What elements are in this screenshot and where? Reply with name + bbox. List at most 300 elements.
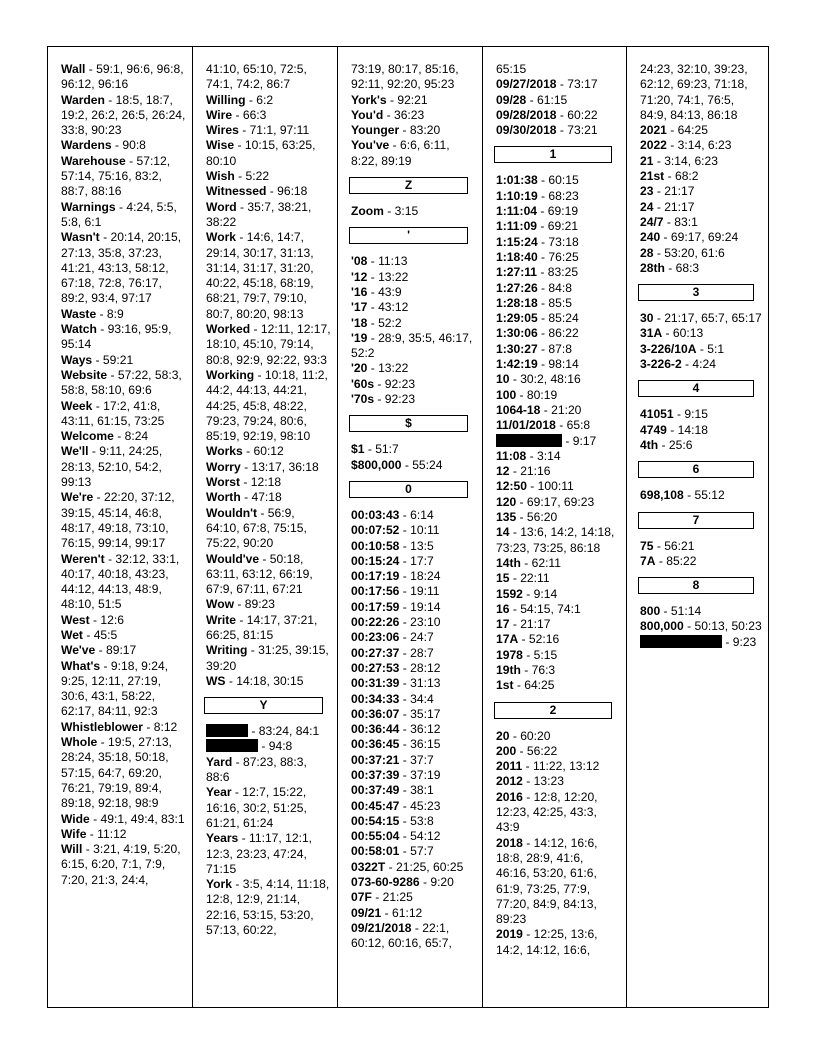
entry-refs: - 35:7, 38:21, 38:22 [206,199,312,229]
index-entry [351,829,476,844]
index-entry [61,200,186,231]
entry-refs: - 51:14 [660,604,702,619]
index-entry [351,814,476,829]
entry-term: Wardens [61,138,112,153]
entry-term: 21 [640,153,654,168]
entry-term: 11:08 [496,448,527,463]
entry-term: 2022 [640,138,667,153]
entry-term: Writing [206,643,248,658]
index-entry [496,648,620,663]
entry-refs: - 54:15, 74:1 [509,601,581,616]
entry-term: 1st [496,678,514,693]
index-entry [206,552,331,598]
entry-term: 09/27/2018 [496,77,557,92]
entry-refs: - 12:6 [89,612,124,627]
index-entry [496,464,620,479]
entry-refs: - 65:8 [555,418,591,433]
section-header: 4 [638,380,754,397]
index-entry [206,460,331,475]
entry-refs: - 83:20 [399,123,441,138]
entry-term: 2011 [496,759,523,774]
entry-refs: - 56:9, 64:10, 67:8, 75:15, 75:22, 90:20 [206,505,307,551]
entry-refs: 24:23, 32:10, 39:23, 62:12, 69:23, 71:18, 71:20, 74:1, 76:5, 84:9, 84:13, 86:18 [640,62,748,122]
entry-term: 7A [640,553,656,568]
entry-refs: - 56:22 [516,743,558,758]
entry-refs: - 59:21 [92,352,134,367]
entry-term: Warehouse [61,153,126,168]
entry-refs: - 100:11 [526,479,574,494]
entry-refs: - 60:13 [662,326,704,341]
entry-refs: - 6:14 [399,507,434,522]
entry-term: 1:30:27 [496,341,538,356]
entry-term: 09/21/2018 [351,920,412,935]
entry-refs: - 85:22 [655,553,697,568]
entry-term: Worth [206,490,241,505]
index-entry [351,458,476,473]
entry-refs: - 30:2, 48:16 [509,372,581,387]
entry-term: 00:31:39 [351,676,400,691]
entry-term: 00:23:06 [351,630,400,645]
entry-term: Wasn't [61,230,100,245]
index-entry [61,735,186,811]
index-entry [206,93,331,108]
entry-term: 200 [496,743,517,758]
index-entry [496,434,620,449]
index-entry [496,790,620,836]
index-entry [496,927,620,958]
entry-refs: - 14:12, 16:6, 18:8, 28:9, 41:6, 46:16, 53:20, 61:6, 61:9, 73:25, 77:9, 77:20, 84:9, 84:13, 89:23 [496,835,598,927]
index-entry [496,587,620,602]
index-entry [61,62,186,93]
index-entry [496,759,620,774]
index-entry [640,246,762,261]
entry-term: 2012 [496,774,523,789]
index-entry [496,342,620,357]
entry-term: '60s [351,376,375,391]
entry-refs: - 68:3 [664,260,700,275]
index-entry [351,331,476,362]
index-entry [351,661,476,676]
entry-refs: - 49:1, 49:4, 83:1 [89,811,185,826]
index-entry [351,584,476,599]
entry-term: 10 [496,372,510,387]
entry-refs: - 36:15 [399,737,441,752]
index-entry [61,628,186,643]
entry-refs: - 96:18 [266,184,308,199]
entry-refs: - 66:3 [232,107,267,122]
entry-term: 00:36:45 [351,737,400,752]
index-entry [351,377,476,392]
entry-refs: - 83:24, 84:1 [248,724,320,739]
entry-refs: - 17:2, 41:8, 43:11, 61:15, 73:25 [61,398,165,428]
entry-term: 00:22:26 [351,615,400,630]
entry-term: Wish [206,169,235,184]
index-entry [206,755,331,786]
entry-refs: - 60:12 [242,444,284,459]
entry-refs: - 11:22, 13:12 [522,759,600,774]
entry-refs: - 21:16 [509,464,551,479]
index-entry [496,556,620,571]
index-entry [640,169,762,184]
entry-term: 1592 [496,586,523,601]
entry-refs: - 10:15, 63:25, 80:10 [206,138,316,168]
entry-term: 00:54:15 [351,813,400,828]
index-entry [640,539,762,554]
entry-term: Wife [61,826,87,841]
entry-refs: - 60:22 [556,107,598,122]
entry-term: Zoom [351,204,384,219]
index-entry [496,571,620,586]
entry-term: '70s [351,392,375,407]
entry-term: 00:36:44 [351,722,400,737]
entry-term: 1:27:11 [496,265,538,280]
index-entry [61,93,186,139]
index-entry [206,643,331,674]
entry-term: 4749 [640,422,667,437]
index-entry [496,774,620,789]
entry-refs: - 60:20 [509,728,551,743]
entry-term: Ways [61,352,93,367]
entry-term: Wet [61,627,83,642]
entry-term: 12:50 [496,479,527,494]
entry-refs: - 56:20 [516,510,558,525]
index-entry [206,613,331,644]
entry-term: 2018 [496,835,523,850]
entry-refs: - 52:16 [518,632,560,647]
index-entry [496,123,620,138]
entry-term: 120 [496,494,517,509]
entry-term: 240 [640,230,661,245]
entry-term: Wire [206,107,233,122]
entry-refs: - 6:6, 6:11, 8:22, 89:19 [351,138,450,168]
entry-term: 3-226/10A [640,341,697,356]
index-entry [351,722,476,737]
entry-term: We'll [61,444,89,459]
entry-refs: - 21:20 [540,402,582,417]
index-entry [351,707,476,722]
entry-refs: - 22:11 [509,571,550,586]
entry-term: Warnings [61,199,116,214]
entry-term: Word [206,199,237,214]
entry-term: 1:28:18 [496,295,538,310]
entry-term: 1:11:04 [496,204,538,219]
entry-term: West [61,612,90,627]
entry-term: 11/01/2018 [496,418,556,433]
index-entry [496,265,620,280]
index-entry [496,77,620,92]
entry-refs: - 9:23 [722,634,757,649]
entry-term: 41051 [640,407,674,422]
index-entry [206,123,331,138]
entry-term: Wow [206,597,234,612]
entry-refs: - 76:25 [537,249,579,264]
entry-refs: - 21:17 [653,199,695,214]
entry-term: 00:27:37 [351,645,400,660]
index-entry [206,444,331,459]
entry-term: 07F [351,890,372,905]
entry-term: Will [61,842,83,857]
entry-refs: - 64:25 [666,123,708,138]
section-header: Z [349,177,468,194]
entry-term: 698,108 [640,488,684,503]
index-page-frame [47,46,769,1008]
entry-term: Worst [206,475,241,490]
index-entry [496,235,620,250]
index-entry [206,200,331,231]
entry-refs: - 9:11, 24:25, 28:13, 52:10, 54:2, 99:13 [61,444,163,490]
section-header: 3 [638,284,754,301]
entry-refs: - 53:20, 61:6 [653,245,725,260]
entry-refs: - 9:14 [522,586,558,601]
index-entry [496,479,620,494]
entry-refs: - 14:17, 37:21, 66:25, 81:15 [206,612,318,642]
index-entry [496,372,620,387]
entry-refs: - 3:14, 6:23 [666,138,732,153]
entry-term: 19th [496,662,521,677]
entry-refs: - 28:7 [399,645,434,660]
entry-term: 12 [496,464,510,479]
index-entry [640,342,762,357]
entry-refs: - 21:17 [653,184,695,199]
index-entry [61,552,186,613]
entry-term: Watch [61,322,97,337]
entry-term: 14th [496,555,521,570]
entry-term: 2016 [496,789,523,804]
section-header: 2 [494,702,612,719]
index-entry [351,600,476,615]
entry-refs: - 45:23 [399,798,441,813]
entry-term: 2019 [496,927,523,942]
entry-refs: - 51:7 [364,442,399,457]
index-column-5 [626,47,768,1007]
entry-refs: - 23:10 [399,615,441,630]
entry-term: 00:45:47 [351,798,400,813]
entry-refs: - 56:21 [653,538,695,553]
index-entry [496,326,620,341]
entry-term: York [206,877,232,892]
index-entry [351,554,476,569]
entry-term: Years [206,831,239,846]
entry-term: 1:27:26 [496,280,538,295]
entry-term: You've [351,138,390,153]
entry-refs: - 68:2 [664,169,699,184]
index-entry [640,357,762,372]
index-entry [351,285,476,300]
entry-term: Willing [206,92,246,107]
index-entry [206,877,331,938]
entry-refs: - 61:12 [381,905,423,920]
section-header: 7 [638,512,754,529]
index-entry [351,62,476,93]
entry-term: Year [206,785,232,800]
index-entry [61,613,186,628]
entry-term: $1 [351,442,365,457]
entry-term: 31A [640,326,663,341]
entry-refs: - 89:23 [234,597,276,612]
entry-term: Weren't [61,551,105,566]
index-entry [496,744,620,759]
index-entry [206,184,331,199]
entry-refs: - 12:25, 13:6, 14:2, 14:12, 16:6, [496,927,598,957]
entry-refs: - 92:23 [374,392,416,407]
entry-refs: - 8:12 [142,719,178,734]
index-entry [496,62,620,77]
index-entry [61,490,186,551]
index-column-2 [192,47,337,1007]
index-entry [351,615,476,630]
index-entry [496,836,620,928]
entry-refs: - 86:22 [537,326,579,341]
entry-refs: - 12:7, 15:22, 16:16, 30:2, 51:25, 61:21, 61:24 [206,785,307,830]
section-header: 6 [638,461,754,478]
index-entry [351,692,476,707]
entry-refs: - 22:1, 60:12, 60:16, 65:7, [351,920,452,951]
index-entry [351,108,476,123]
entry-term: 00:37:39 [351,767,400,782]
entry-term: 30 [640,311,654,326]
entry-refs: - 69:19 [537,204,579,219]
index-entry [206,490,331,505]
index-entry [351,138,476,169]
entry-term: $800,000 [351,457,402,472]
index-entry [61,399,186,430]
entry-refs: - 93:16, 95:9, 95:14 [61,322,172,352]
entry-refs: - 9:15 [673,407,708,422]
index-entry [640,619,762,634]
index-entry [640,154,762,169]
index-entry [206,739,331,754]
entry-refs: - 19:14 [399,599,441,614]
entry-term: Works [206,444,243,459]
entry-refs: - 14:18, 30:15 [225,673,304,688]
entry-refs: - 55:12 [683,488,725,503]
entry-refs: - 47:18 [240,490,282,505]
entry-term: 00:17:59 [351,599,400,614]
index-entry [61,307,186,322]
index-entry [351,508,476,523]
entry-refs: - 50:18, 63:11, 63:12, 66:19, 67:9, 67:11, 67:21 [206,551,313,597]
index-entry [61,429,186,444]
index-entry [496,418,620,433]
section-header: $ [349,415,468,432]
index-entry [61,827,186,842]
entry-term: 24 [640,199,654,214]
index-entry [351,921,476,952]
entry-term: Whole [61,735,98,750]
entry-term: Welcome [61,429,114,444]
entry-term: '12 [351,269,368,284]
index-entry [351,204,476,219]
entry-term: 17 [496,617,510,632]
entry-refs: - 60:15 [537,173,579,188]
entry-term: 0322T [351,859,386,874]
entry-refs: - 85:5 [537,295,572,310]
entry-refs: - 59:1, 96:6, 96:8, 96:12, 96:16 [61,62,184,92]
index-entry [206,674,331,689]
entry-term: 28 [640,245,654,260]
entry-term: York's [351,92,387,107]
entry-refs: - 28:9, 35:5, 46:17, 52:2 [351,330,473,361]
entry-refs: - 12:8, 12:20, 12:23, 42:25, 43:3, 43:9 [496,789,598,835]
entry-term: 00:55:04 [351,829,400,844]
entry-term: We've [61,643,96,658]
index-entry [640,407,762,422]
entry-refs: - 20:14, 20:15, 27:13, 35:8, 37:23, 41:21, 43:13, 58:12, 67:18, 72:8, 76:17, 89:2, 93:4, 97:17 [61,230,182,306]
entry-term: 00:17:19 [351,569,400,584]
index-entry [496,189,620,204]
entry-refs: - 10:18, 11:2, 44:2, 44:13, 44:21, 44:25, 45:8, 48:22, 79:23, 79:24, 80:6, 85:19, 92:19, 98:10 [206,367,328,444]
entry-term: 00:07:52 [351,523,400,538]
entry-term: What's [61,658,101,673]
entry-term: 75 [640,538,654,553]
entry-refs: - 9:20 [419,875,454,890]
index-entry [496,632,620,647]
entry-refs: - 90:8 [111,138,146,153]
entry-refs: - 87:8 [537,341,572,356]
entry-term: Website [61,367,108,382]
entry-refs: - 21:25 [371,890,413,905]
index-entry [351,906,476,921]
index-entry [640,488,762,503]
index-entry [496,403,620,418]
entry-term: '08 [351,254,368,269]
index-entry [496,204,620,219]
entry-refs: 73:19, 80:17, 85:16, 92:11, 92:20, 95:23 [351,62,459,92]
entry-term: 800,000 [640,619,684,634]
entry-term: 00:17:56 [351,584,400,599]
entry-refs: - 94:8 [258,739,293,754]
entry-term: 4th [640,437,659,452]
entry-refs: - 14:6, 14:7, 29:14, 30:17, 31:13, 31:14, 31:17, 31:20, 40:22, 45:18, 68:19, 68:21, 79:7, 79:10, 80:7, 80:20, 98:13 [206,230,314,321]
entry-refs: - 11:12 [86,826,127,841]
entry-term: 1:30:06 [496,326,538,341]
index-entry [640,438,762,453]
index-entry [496,729,620,744]
index-entry [351,300,476,315]
entry-term: 09/28 [496,92,527,107]
index-entry [351,646,476,661]
entry-term: 073-60-9286 [351,875,420,890]
redaction-bar [206,724,248,737]
entry-refs: - 87:23, 88:3, 88:6 [206,754,307,785]
index-entry [351,860,476,875]
index-entry [351,392,476,407]
index-entry [496,219,620,234]
index-entry [640,554,762,569]
entry-refs: - 73:17 [556,77,598,92]
entry-term: 1:11:09 [496,219,538,234]
entry-term: 00:10:58 [351,538,400,553]
index-column-3 [337,47,482,1007]
entry-refs: - 83:25 [537,265,579,280]
entry-refs: - 43:9 [367,284,402,299]
entry-term: Wise [206,138,235,153]
entry-term: 2021 [640,123,667,138]
entry-refs: - 89:17 [95,643,137,658]
index-entry [61,322,186,353]
index-entry [496,617,620,632]
index-entry [640,230,762,245]
entry-refs: - 5:22 [234,169,270,184]
index-entry [61,643,186,658]
entry-refs: - 32:12, 33:1, 40:17, 40:18, 43:23, 44:12, 44:13, 48:9, 48:10, 51:5 [61,551,180,612]
entry-term: 24/7 [640,214,664,229]
index-entry [640,215,762,230]
entry-refs: 41:10, 65:10, 72:5, 74:1, 74:2, 86:7 [206,62,307,92]
entry-refs: - 37:19 [399,767,441,782]
entry-term: 00:37:21 [351,752,400,767]
entry-term: 09/30/2018 [496,123,557,138]
